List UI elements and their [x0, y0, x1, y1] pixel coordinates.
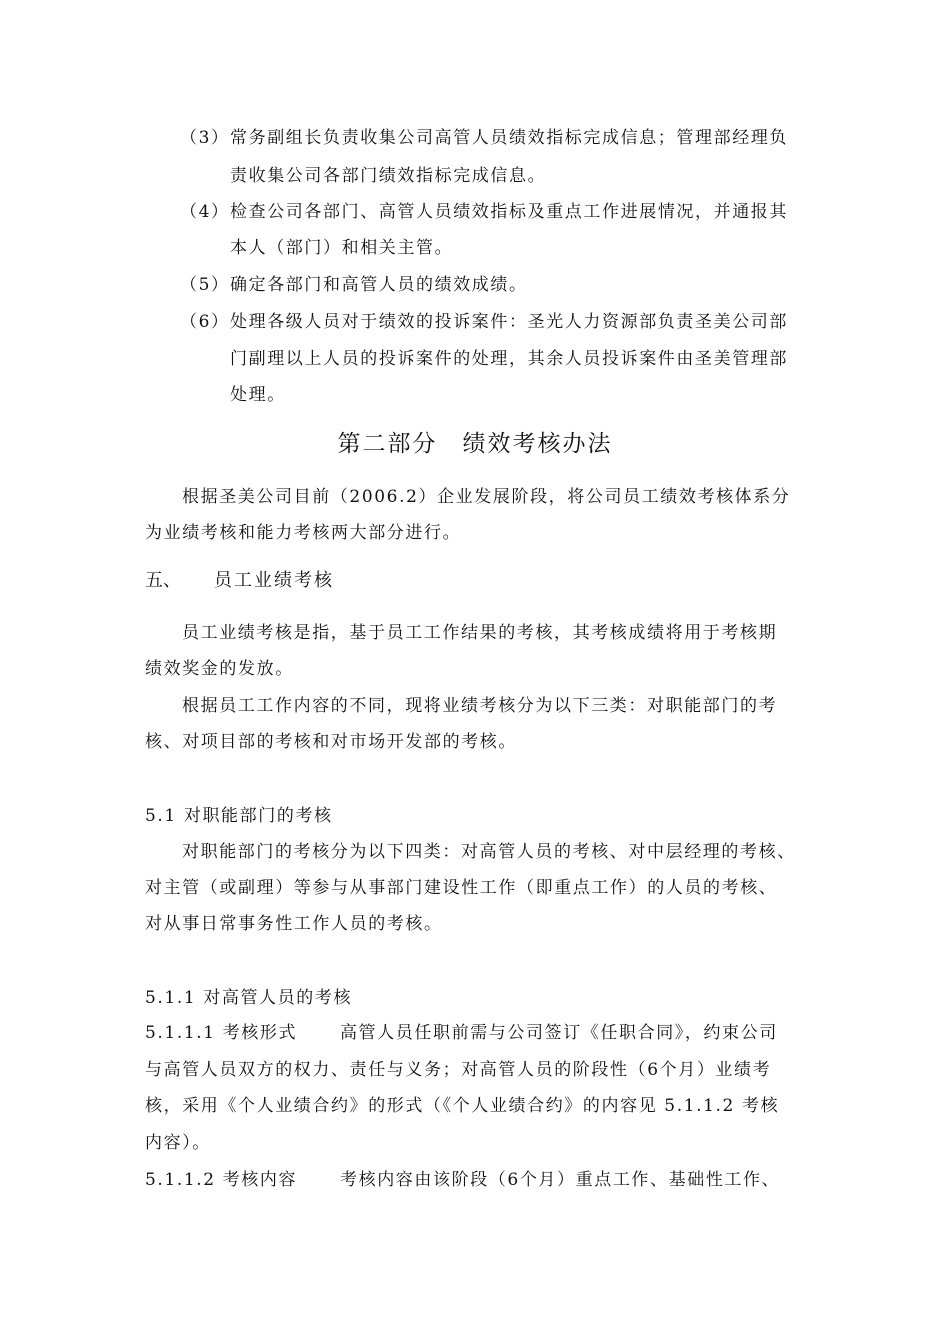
subsection-title: 5.1.1 对高管人员的考核 [145, 988, 353, 1008]
paragraph-text: 对主管（或副理）等参与从事部门建设性工作（即重点工作）的人员的考核、 [145, 878, 778, 898]
list-item-text: 检查公司各部门、高管人员绩效指标及重点工作进展情况，并通报其 [230, 202, 788, 222]
paragraph-text: 对从事日常事务性工作人员的考核。 [145, 914, 443, 934]
section-number: 五、 [145, 570, 181, 591]
list-item-text: 确定各部门和高管人员的绩效成绩。 [230, 275, 528, 295]
paragraph-text: 根据员工工作内容的不同，现将业绩考核分为以下三类：对职能部门的考 [182, 696, 778, 716]
list-number: （4） [180, 202, 230, 222]
part-heading: 第二部分 绩效考核办法 [337, 431, 613, 457]
clause-text: 与高管人员双方的权力、责任与义务；对高管人员的阶段性（6个月）业绩考 [145, 1060, 772, 1080]
list-number: （5） [180, 275, 230, 295]
subsection-title: 5.1 对职能部门的考核 [145, 806, 333, 826]
intro-text: 根据圣美公司目前（2006.2）企业发展阶段，将公司员工绩效考核体系分 [182, 487, 791, 507]
list-number: （3） [180, 128, 230, 148]
list-item-text: 责收集公司各部门绩效指标完成信息。 [230, 166, 547, 186]
clause-label: 5.1.1.1 考核形式 [145, 1023, 298, 1043]
list-item-text: 常务副组长负责收集公司高管人员绩效指标完成信息；管理部经理负 [230, 128, 788, 148]
intro-text: 为业绩考核和能力考核两大部分进行。 [145, 523, 462, 543]
clause-label: 5.1.1.2 考核内容 [145, 1170, 298, 1190]
clause-text: 核，采用《个人业绩合约》的形式（《个人业绩合约》的内容见 5.1.1.2 考核 [145, 1096, 780, 1116]
list-item-text: 门副理以上人员的投诉案件的处理，其余人员投诉案件由圣美管理部 [230, 349, 788, 369]
paragraph-text: 对职能部门的考核分为以下四类：对高管人员的考核、对中层经理的考核、 [182, 842, 796, 862]
clause-text: 内容）。 [145, 1133, 211, 1153]
clause-text: 高管人员任职前需与公司签订《任职合同》，约束公司 [340, 1023, 778, 1043]
list-item-text: 本人（部门）和相关主管。 [230, 238, 454, 258]
list-number: （6） [180, 312, 230, 332]
section-title: 员工业绩考核 [214, 570, 334, 591]
list-item-text: 处理。 [230, 385, 286, 405]
list-item-text: 处理各级人员对于绩效的投诉案件：圣光人力资源部负责圣美公司部 [230, 312, 788, 332]
paragraph-text: 绩效奖金的发放。 [145, 659, 294, 679]
paragraph-text: 员工业绩考核是指，基于员工工作结果的考核，其考核成绩将用于考核期 [182, 623, 778, 643]
paragraph-text: 核、对项目部的考核和对市场开发部的考核。 [145, 732, 517, 752]
clause-text: 考核内容由该阶段（6个月）重点工作、基础性工作、 [340, 1170, 781, 1190]
